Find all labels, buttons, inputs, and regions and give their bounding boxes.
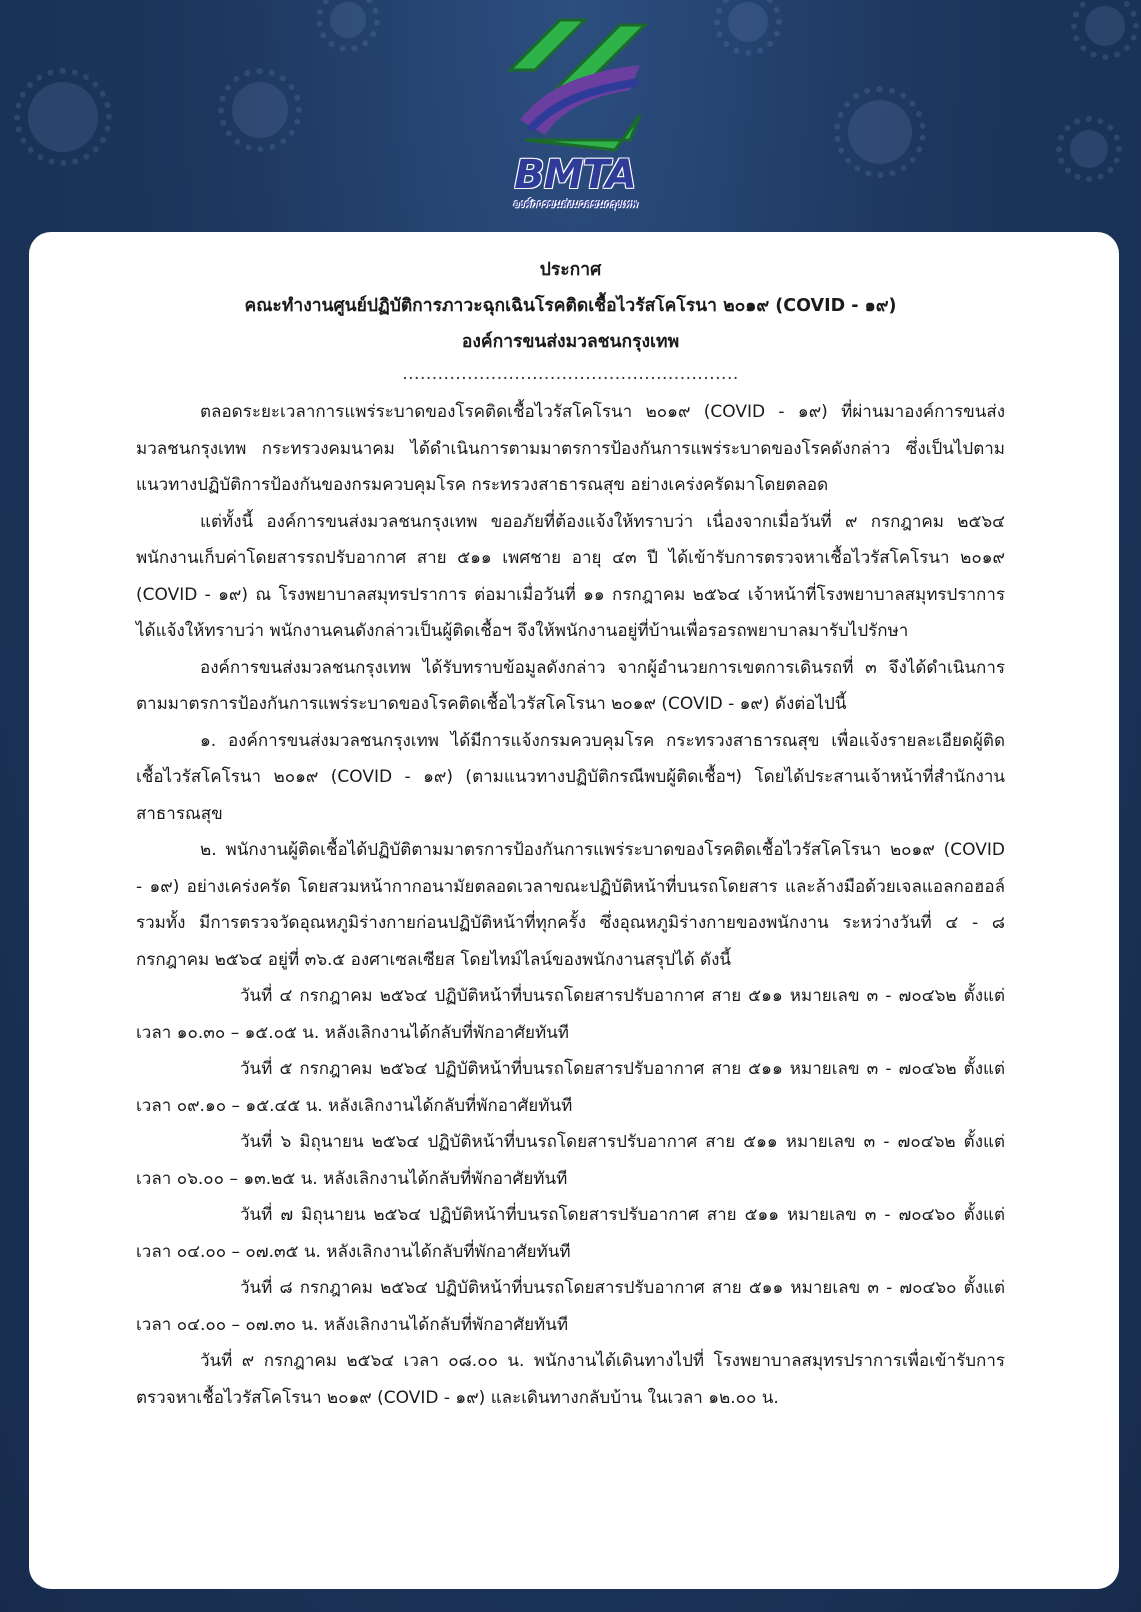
paragraph-final: วันที่ ๙ กรกฎาคม ๒๕๖๔ เวลา ๐๘.๐๐ น. พนักงานได้เดินทางไปที่ โรงพยาบาลสมุทรปราการเพื่อเข้ารับการตรวจหาเชื้อไวรัสโคโรนา ๒๐๑๙ (COVID - ๑๙) และเดินทางกลับบ้าน ในเวลา ๑๒.๐๐ น. bbox=[136, 1351, 1005, 1408]
paragraph-item-2: ๒. พนักงานผู้ติดเชื้อได้ปฏิบัติตามมาตรการป้องกันการแพร่ระบาดของโรคติดเชื้อไวรัสโคโรนา ๒๐๑๙ (COVID - ๑๙) อย่างเคร่งครัด โดยสวมหน้ากากอนามัยตลอดเวลาขณะปฏิบัติหน้าที่บนรถโดยสาร และล้างมือด้วยเจลแอลกอฮอล์ รวมทั้ง มีการตรวจวัดอุณหภูมิร่างกายก่อนปฏิบัติหน้าที่ทุกครั้ง ซึ่งอุณหภูมิร่างกายของพนักงาน ระหว่างวันที่ ๔ - ๘ กรกฎาคม ๒๕๖๔ อยู่ที่ ๓๖.๕ องศาเซลเซียส โดยไทม์ไลน์ของพนักงานสรุปได้ ดังนี้ bbox=[136, 840, 1005, 970]
logo-title: BMTA bbox=[514, 152, 636, 198]
paragraph-incident: แต่ทั้งนี้ องค์การขนส่งมวลชนกรุงเทพ ขออภัยที่ต้องแจ้งให้ทราบว่า เนื่องจากเมื่อวันที่ ๙ กรกฎาคม ๒๕๖๔ พนักงานเก็บค่าโดยสารรถปรับอากาศ สาย ๕๑๑ เพศชาย อายุ ๔๓ ปี ได้เข้ารับการตรวจหาเชื้อไวรัสโคโรนา ๒๐๑๙ (COVID - ๑๙) ณ โรงพยาบาลสมุทรปราการ ต่อมาเมื่อวันที่ ๑๑ กรกฎาคม ๒๕๖๔ เจ้าหน้าที่โรงพยาบาลสมุทรปราการ ได้แจ้งให้ทราบว่า พนักงานคนดังกล่าวเป็นผู้ติดเชื้อฯ จึงให้พนักงานอยู่ที่บ้านเพื่อรอรถพยาบาลมารับไปรักษา bbox=[136, 511, 1005, 641]
announcement-heading: ประกาศ bbox=[539, 260, 602, 280]
timeline-entry: วันที่ ๔ กรกฎาคม ๒๕๖๔ ปฏิบัติหน้าที่บนรถโดยสารปรับอากาศ สาย ๕๑๑ หมายเลข ๓ - ๗๐๔๖๒ ตั้งแต่เวลา ๑๐.๓๐ – ๑๕.๐๕ น. หลังเลิกงานได้กลับที่พักอาศัยทันที bbox=[136, 986, 1005, 1043]
committee-title: คณะทำงานศูนย์ปฏิบัติการภาวะฉุกเฉินโรคติดเชื้อไวรัสโคโรนา ๒๐๑๙ (COVID - ๑๙) bbox=[244, 296, 897, 316]
organization-title: องค์การขนส่งมวลชนกรุงเทพ bbox=[461, 332, 680, 352]
virus-decoration-icon bbox=[728, 2, 768, 42]
logo-subtitle: องค์การขนส่งมวลชนกรุงเทพ bbox=[512, 199, 638, 210]
timeline-entry: วันที่ ๖ มิถุนายน ๒๕๖๔ ปฏิบัติหน้าที่บนรถโดยสารปรับอากาศ สาย ๕๑๑ หมายเลข ๓ - ๗๐๔๖๒ ตั้งแต่เวลา ๐๖.๐๐ – ๑๓.๒๕ น. หลังเลิกงานได้กลับที่พักอาศัยทันที bbox=[136, 1132, 1005, 1189]
virus-decoration-icon bbox=[1085, 6, 1125, 46]
virus-decoration-icon bbox=[1070, 130, 1108, 168]
divider: ......................................................... bbox=[402, 364, 739, 384]
timeline-entry: วันที่ ๘ กรกฎาคม ๒๕๖๔ ปฏิบัติหน้าที่บนรถโดยสารปรับอากาศ สาย ๕๑๑ หมายเลข ๓ - ๗๐๔๖๐ ตั้งแต่เวลา ๐๔.๐๐ – ๐๗.๓๐ น. หลังเลิกงานได้กลับที่พักอาศัยทันที bbox=[136, 1278, 1005, 1335]
paragraph-intro: ตลอดระยะเวลาการแพร่ระบาดของโรคติดเชื้อไวรัสโคโรนา ๒๐๑๙ (COVID - ๑๙) ที่ผ่านมาองค์การขนส่งมวลชนกรุงเทพ กระทรวงคมนาคม ได้ดำเนินการตามมาตรการป้องกันการแพร่ระบาดของโรคดังกล่าว ซึ่งเป็นไปตามแนวทางปฏิบัติการป้องกันของกรมควบคุมโรค กระทรวงสาธารณสุข อย่างเคร่งครัดมาโดยตลอด bbox=[136, 402, 1005, 495]
virus-decoration-icon bbox=[330, 2, 366, 38]
virus-decoration-icon bbox=[28, 82, 98, 152]
paragraph-measures: องค์การขนส่งมวลชนกรุงเทพ ได้รับทราบข้อมูลดังกล่าว จากผู้อำนวยการเขตการเดินรถที่ ๓ จึงได้ดำเนินการตามมาตรการป้องกันการแพร่ระบาดของโรคติดเชื้อไวรัสโคโรนา ๒๐๑๙ (COVID - ๑๙) ดังต่อไปนี้ bbox=[136, 657, 1005, 714]
virus-decoration-icon bbox=[848, 100, 912, 164]
timeline-entry: วันที่ ๕ กรกฎาคม ๒๕๖๔ ปฏิบัติหน้าที่บนรถโดยสารปรับอากาศ สาย ๕๑๑ หมายเลข ๓ - ๗๐๔๖๒ ตั้งแต่เวลา ๐๙.๑๐ – ๑๕.๔๕ น. หลังเลิกงานได้กลับที่พักอาศัยทันที bbox=[136, 1059, 1005, 1116]
timeline-entry: วันที่ ๗ มิถุนายน ๒๕๖๔ ปฏิบัติหน้าที่บนรถโดยสารปรับอากาศ สาย ๕๑๑ หมายเลข ๓ - ๗๐๔๖๐ ตั้งแต่เวลา ๐๔.๐๐ – ๐๗.๓๕ น. หลังเลิกงานได้กลับที่พักอาศัยทันที bbox=[136, 1205, 1005, 1262]
virus-decoration-icon bbox=[232, 82, 288, 138]
bmta-emblem-icon bbox=[490, 10, 660, 155]
bmta-logo bbox=[490, 10, 660, 210]
announcement-content bbox=[136, 252, 1005, 1416]
paragraph-item-1: ๑. องค์การขนส่งมวลชนกรุงเทพ ได้มีการแจ้งกรมควบคุมโรค กระทรวงสาธารณสุข เพื่อแจ้งรายละเอียดผู้ติดเชื้อไวรัสโคโรนา ๒๐๑๙ (COVID - ๑๙) (ตามแนวทางปฏิบัติกรณีพบผู้ติดเชื้อฯ) โดยได้ประสานเจ้าหน้าที่สำนักงานสาธารณสุข bbox=[136, 730, 1005, 824]
